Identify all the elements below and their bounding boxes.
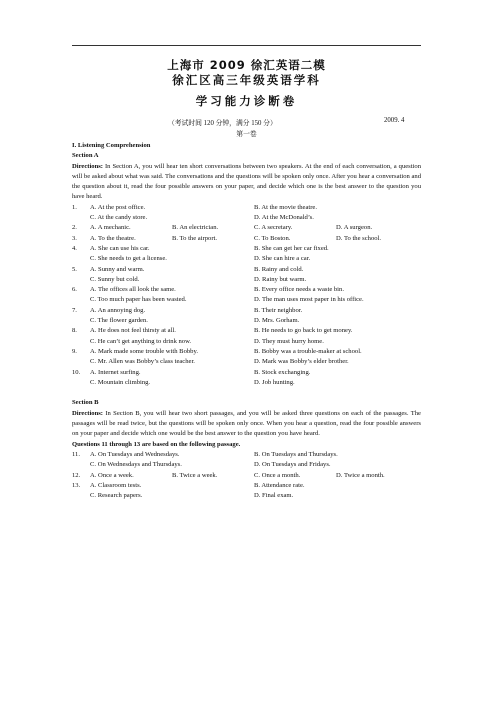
option-d: D. Mrs. Gorham. <box>254 317 300 325</box>
question-number: 8. <box>72 327 77 335</box>
option-d: D. Twice a month. <box>336 471 385 479</box>
option-b: B. He needs to go back to get money. <box>254 327 353 335</box>
question-13 <box>72 481 421 491</box>
option-d: D. On Tuesdays and Fridays. <box>254 461 331 469</box>
option-b: B. An electrician. <box>172 224 219 232</box>
part-label: 第一卷 <box>236 131 257 138</box>
question-12 <box>72 471 421 481</box>
option-c: C. Mountain climbing. <box>90 378 151 386</box>
question-6 <box>72 285 421 295</box>
option-b: B. Attendance rate. <box>254 481 305 489</box>
exam-subtitle-paper: 学习能力诊断卷 <box>195 94 298 108</box>
option-c: C. Research papers. <box>90 492 143 500</box>
exam-date: 2009. 4 <box>384 117 405 124</box>
option-c: C. He can’t get anything to drink now. <box>90 337 192 345</box>
question-5 <box>72 265 421 275</box>
question-4-row2 <box>72 254 421 264</box>
option-b: B. To the airport. <box>172 234 218 242</box>
directions-label: Directions: <box>72 409 104 417</box>
option-a: A. Classroom tests. <box>90 481 142 489</box>
question-11 <box>72 450 421 460</box>
section-a-directions <box>72 162 421 203</box>
option-d: D. Job hunting. <box>254 378 295 386</box>
option-b: B. Twice a week. <box>172 471 218 479</box>
option-b: B. Rainy and cold. <box>254 265 304 273</box>
question-10 <box>72 368 421 378</box>
question-3 <box>72 234 421 244</box>
option-d: D. Rainy but warm. <box>254 275 307 283</box>
question-1-row2 <box>72 213 421 223</box>
option-c: C. A secretary. <box>254 224 293 232</box>
question-2 <box>72 223 421 233</box>
option-b: B. At the movie theatre. <box>254 203 317 211</box>
option-a: A. She can use his car. <box>90 244 150 252</box>
option-a: A. Mark made some trouble with Bobby. <box>90 347 198 355</box>
question-number: 7. <box>72 306 77 314</box>
exam-title: 上海市 2009 徐汇英语二模 <box>167 58 326 72</box>
question-number: 2. <box>72 224 77 232</box>
option-d: D. They must hurry home. <box>254 337 324 345</box>
question-4 <box>72 244 421 254</box>
question-number: 11. <box>72 450 80 458</box>
directions-text: In Section A, you will hear ten short conversations between two speakers. At the end of each conversation, a question will be asked about what was said. The conversations and the questions will be spoken only once. After you hear a conversation and the question about it, read the four possible answers on your paper, and decide which one is the best answer to the question you have heard. <box>72 162 421 201</box>
option-c: C. At the candy store. <box>90 214 148 222</box>
option-b: B. She can get her car fixed. <box>254 244 329 252</box>
option-d: D. To the school. <box>336 234 382 242</box>
question-1 <box>72 203 421 213</box>
option-d: D. The man uses most paper in his office. <box>254 296 364 304</box>
question-7-row2 <box>72 316 421 326</box>
option-a: A. A mechanic. <box>90 224 131 232</box>
question-9-row2 <box>72 357 421 367</box>
question-13-row2 <box>72 491 421 501</box>
question-7 <box>72 306 421 316</box>
option-a: A. Internet surfing. <box>90 368 141 376</box>
question-5-row2 <box>72 275 421 285</box>
option-a: A. On Tuesdays and Wednesdays. <box>90 450 180 458</box>
exam-subtitle-district: 徐汇区高三年级英语学科 <box>172 73 321 87</box>
option-d: D. Final exam. <box>254 492 294 500</box>
question-6-row2 <box>72 295 421 305</box>
directions-label: Directions: <box>72 162 104 170</box>
directions-text: In Section B, you will hear two short passages, and you will be asked three questions on each of the passages. The passages will be read twice, but the questions will be spoken only once. When you hear a question, read the four possible answers on your paper and decide which one would be the best answer to the question you have heard. <box>72 409 421 438</box>
option-d: D. Mark was Bobby’s elder brother. <box>254 358 349 366</box>
option-d: D. A surgeon. <box>336 224 373 232</box>
question-number: 1. <box>72 203 77 211</box>
option-c: C. On Wednesdays and Thursdays. <box>90 461 182 469</box>
exam-content <box>72 141 421 501</box>
option-c: C. Mr. Allen was Bobby’s class teacher. <box>90 358 195 366</box>
option-c: C. Sunny but cold. <box>90 275 140 283</box>
section-a-title: Section A <box>72 152 99 160</box>
passage-label: Questions 11 through 13 are based on the following passage. <box>72 440 241 448</box>
section-b-directions <box>72 409 421 440</box>
question-8-row2 <box>72 337 421 347</box>
question-number: 13. <box>72 481 81 489</box>
option-b: B. Stock exchanging. <box>254 368 311 376</box>
question-11-row2 <box>72 460 421 470</box>
question-number: 10. <box>72 368 81 376</box>
question-number: 6. <box>72 286 77 294</box>
question-number: 9. <box>72 347 77 355</box>
question-9 <box>72 347 421 357</box>
option-a: A. Sunny and warm. <box>90 265 145 273</box>
question-number: 3. <box>72 234 77 242</box>
option-a: A. An annoying dog. <box>90 306 146 314</box>
option-c: C. Too much paper has been wasted. <box>90 296 187 304</box>
option-c: C. She needs to get a license. <box>90 255 167 263</box>
question-8 <box>72 326 421 336</box>
option-b: B. Their neighbor. <box>254 306 303 314</box>
option-b: B. On Tuesdays and Thursdays. <box>254 450 338 458</box>
option-a: A. To the theatre. <box>90 234 136 242</box>
option-b: B. Bobby was a trouble-maker at school. <box>254 347 362 355</box>
exam-time-note: （考试时间 120 分钟，满分 150 分） <box>168 120 277 127</box>
question-number: 5. <box>72 265 77 273</box>
question-10-row2 <box>72 378 421 388</box>
option-a: A. Once a week. <box>90 471 134 479</box>
question-number: 12. <box>72 471 81 479</box>
option-d: D. She can hire a car. <box>254 255 311 263</box>
header-rule <box>72 45 421 46</box>
option-c: C. The flower garden. <box>90 317 148 325</box>
option-c: C. Once a month. <box>254 471 301 479</box>
question-number: 4. <box>72 244 77 252</box>
option-b: B. Every office needs a waste bin. <box>254 286 344 294</box>
section-heading: I. Listening Comprehension <box>72 142 151 149</box>
section-b-title: Section B <box>72 399 99 407</box>
option-a: A. The offices all look the same. <box>90 286 176 294</box>
option-a: A. He does not feel thirsty at all. <box>90 327 176 335</box>
option-c: C. To Boston. <box>254 234 291 242</box>
option-d: D. At the McDonald’s. <box>254 214 314 222</box>
option-a: A. At the post office. <box>90 203 146 211</box>
